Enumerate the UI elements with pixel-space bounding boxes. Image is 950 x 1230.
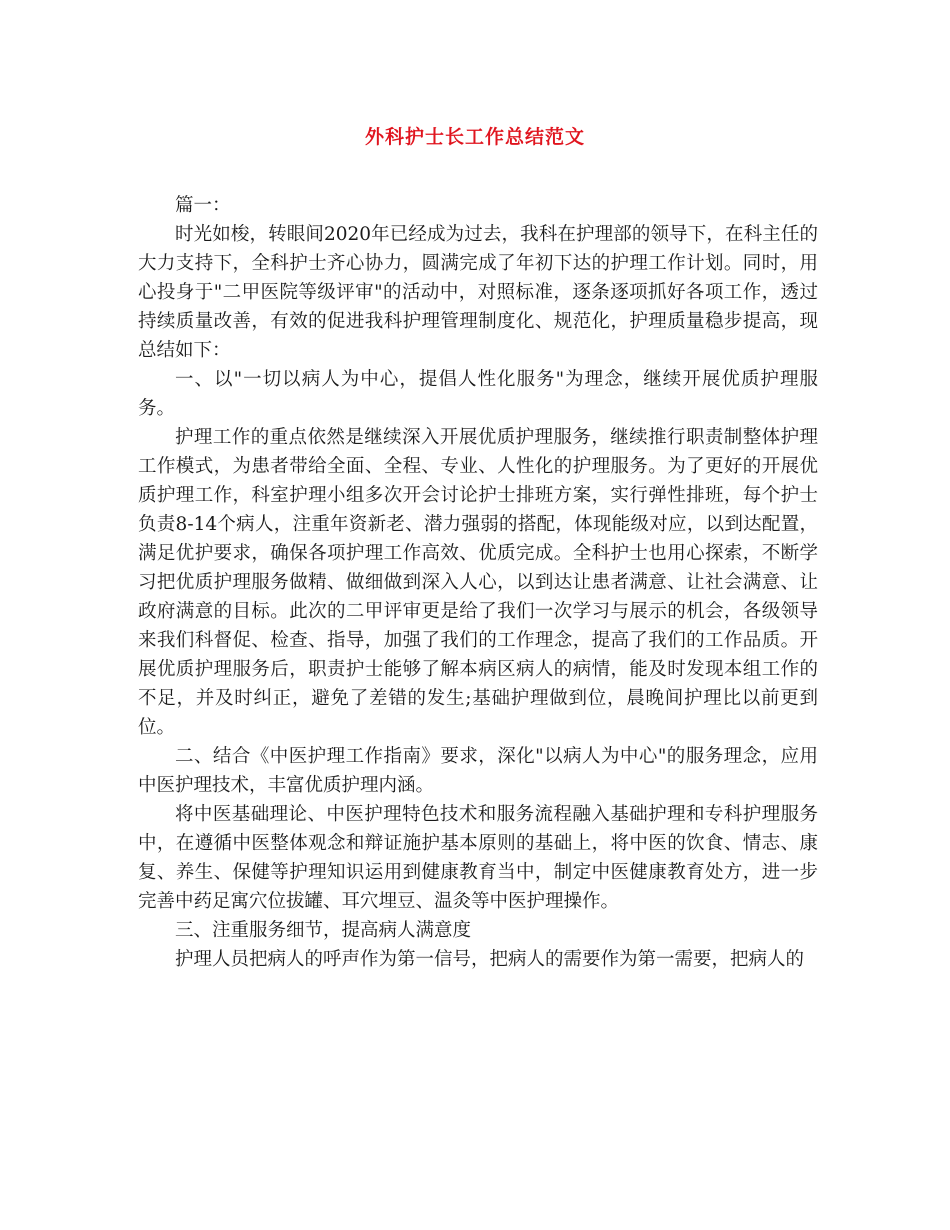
document-title: 外科护士长工作总结范文 bbox=[364, 126, 585, 148]
heading-section-two: 二、结合《中医护理工作指南》要求，深化"以病人为中心"的服务理念，应用中医护理技术，丰富优质护理内涵。 bbox=[138, 746, 818, 796]
document-body bbox=[138, 191, 818, 974]
paragraph-intro: 时光如梭，转眼间2020年已经成为过去，我科在护理部的领导下，在科主任的大力支持下，全科护士齐心协力，圆满完成了年初下达的护理工作计划。同时，用心投身于"二甲医院等级评审"的活动中，对照标准，逐条逐项抓好各项工作，透过持续质量改善，有效的促进我科护理管理制度化、规范化，护理质量稳步提高，现总结如下： bbox=[138, 224, 818, 361]
paragraph-section-label: 篇一： bbox=[175, 195, 231, 216]
paragraph-section-one: 护理工作的重点依然是继续深入开展优质护理服务，继续推行职责制整体护理工作模式，为患者带给全面、全程、专业、人性化的护理服务。为了更好的开展优质护理工作，科室护理小组多次开会讨论护士排班方案，实行弹性排班，每个护士负责8-14个病人，注重年资新老、潜力强弱的搭配，体现能级对应，以到达配置，满足优护要求，确保各项护理工作高效、优质完成。全科护士也用心探索，不断学习把优质护理服务做精、做细做到深入人心，以到达让患者满意、让社会满意、让政府满意的目标。此次的二甲评审更是给了我们一次学习与展示的机会，各级领导来我们科督促、检查、指导，加强了我们的工作理念，提高了我们的工作品质。开展优质护理服务后，职责护士能够了解本病区病人的病情，能及时发现本组工作的不足，并及时纠正，避免了差错的发生;基础护理做到位，晨晚间护理比以前更到位。 bbox=[138, 427, 818, 738]
heading-section-one: 一、以"一切以病人为中心，提倡人性化服务"为理念，继续开展优质护理服务。 bbox=[138, 369, 818, 419]
paragraph-section-three: 护理人员把病人的呼声作为第一信号，把病人的需要作为第一需要，把病人的 bbox=[175, 949, 805, 970]
heading-section-three: 三、注重服务细节，提高病人满意度 bbox=[175, 920, 472, 941]
paragraph-section-two: 将中医基础理论、中医护理特色技术和服务流程融入基础护理和专科护理服务中，在遵循中医整体观念和辩证施护基本原则的基础上，将中医的饮食、情志、康复、养生、保健等护理知识运用到健康教育当中，制定中医健康教育处方，进一步完善中药足寓穴位拔罐、耳穴埋豆、温灸等中医护理操作。 bbox=[138, 804, 818, 912]
